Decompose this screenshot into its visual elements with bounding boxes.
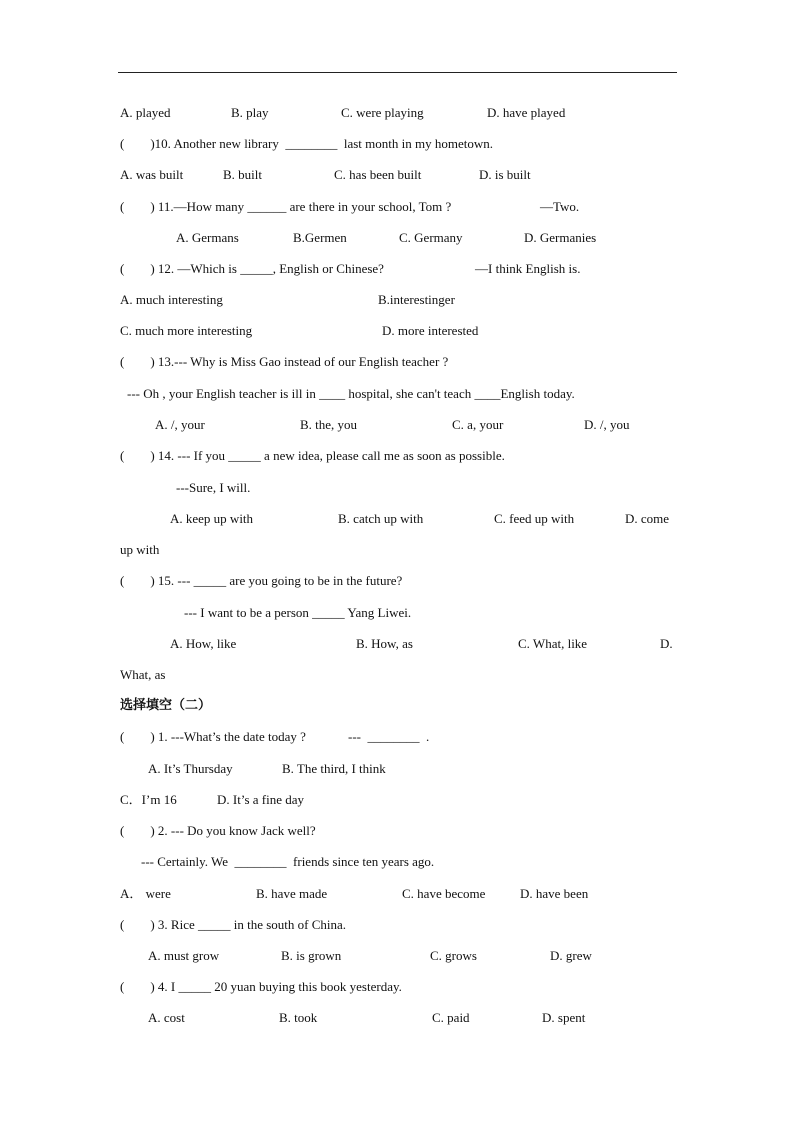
question-13: ( ) 13.--- Why is Miss Gao instead of our English teacher ?	[120, 354, 449, 369]
option-c: C. has been built	[334, 167, 422, 182]
option-d: D. more interested	[382, 323, 479, 338]
question-15: ( ) 15. --- _____ are you going to be in the future?	[120, 573, 403, 588]
option-b: B. is grown	[281, 948, 342, 963]
option-b: B.Germen	[293, 230, 347, 245]
option-b: B. took	[279, 1010, 318, 1025]
option-d: D. is built	[479, 167, 531, 182]
option-a: A. It’s Thursday	[148, 761, 233, 776]
option-c: C. a, your	[452, 417, 504, 432]
option-d: D. grew	[550, 948, 592, 963]
option-b: B.interestinger	[378, 292, 455, 307]
option-a: A. Germans	[176, 230, 239, 245]
option-d: D. /, you	[584, 417, 630, 432]
option-d: D.	[660, 636, 673, 651]
answer-text: --- ________ .	[348, 729, 430, 744]
option-a: A. cost	[148, 1010, 185, 1025]
option-a: A. played	[120, 105, 171, 120]
option-b: B. The third, I think	[282, 761, 386, 776]
question-3: ( ) 3. Rice _____ in the south of China.	[120, 917, 347, 932]
option-d: D. have been	[520, 886, 589, 901]
question-10: ( )10. Another new library ________ last month in my hometown.	[120, 136, 493, 151]
option-a: A. was built	[120, 167, 184, 182]
question-14: ( ) 14. --- If you _____ a new idea, please call me as soon as possible.	[120, 448, 505, 463]
option-b: B. How, as	[356, 636, 413, 651]
option-a: A. How, like	[170, 636, 237, 651]
question-2: ( ) 2. --- Do you know Jack well?	[120, 823, 316, 838]
question-4: ( ) 4. I _____ 20 yuan buying this book yesterday.	[120, 979, 402, 994]
option-c: C．I’m 16	[120, 792, 177, 807]
option-a: A. /, your	[155, 417, 205, 432]
option-a: A. much interesting	[120, 292, 223, 307]
option-c: C. much more interesting	[120, 323, 253, 338]
option-d: D. come	[625, 511, 670, 526]
option-a: A. must grow	[148, 948, 220, 963]
option-continuation: up with	[120, 542, 160, 557]
option-c: C. grows	[430, 948, 477, 963]
option-a: A. keep up with	[170, 511, 254, 526]
option-d: D. spent	[542, 1010, 586, 1025]
option-b: B. the, you	[300, 417, 358, 432]
dialogue-line: --- Certainly. We ________ friends since ten years ago.	[141, 854, 435, 869]
dialogue-line: --- I want to be a person _____ Yang Liwei.	[184, 605, 412, 620]
option-b: B. catch up with	[338, 511, 424, 526]
option-c: C. paid	[432, 1010, 470, 1025]
option-d: D. It’s a fine day	[217, 792, 305, 807]
answer-text: —Two.	[540, 199, 580, 214]
option-d: D. Germanies	[524, 230, 597, 245]
question-11: ( ) 11.—How many ______ are there in your school, Tom ?	[120, 199, 452, 214]
option-d: D. have played	[487, 105, 566, 120]
option-c: C. What, like	[518, 636, 588, 651]
option-continuation: What, as	[120, 667, 166, 682]
question-1: ( ) 1. ---What’s the date today ?	[120, 729, 306, 744]
option-c: C. Germany	[399, 230, 463, 245]
section-heading: 选择填空（二）	[120, 698, 212, 713]
option-b: B. have made	[256, 886, 328, 901]
dialogue-line: --- Oh , your English teacher is ill in ____ hospital, she can't teach ____English today.	[127, 386, 575, 401]
option-c: C. feed up with	[494, 511, 575, 526]
option-c: C. have become	[402, 886, 486, 901]
question-12: ( ) 12. —Which is _____, English or Chinese?	[120, 261, 384, 276]
option-a: A． were	[120, 886, 171, 901]
answer-text: —I think English is.	[475, 261, 581, 276]
dialogue-line: ---Sure, I will.	[176, 480, 251, 495]
option-b: B. built	[223, 167, 263, 182]
option-b: B. play	[231, 105, 269, 120]
header-rule	[118, 72, 677, 73]
option-c: C. were playing	[341, 105, 424, 120]
